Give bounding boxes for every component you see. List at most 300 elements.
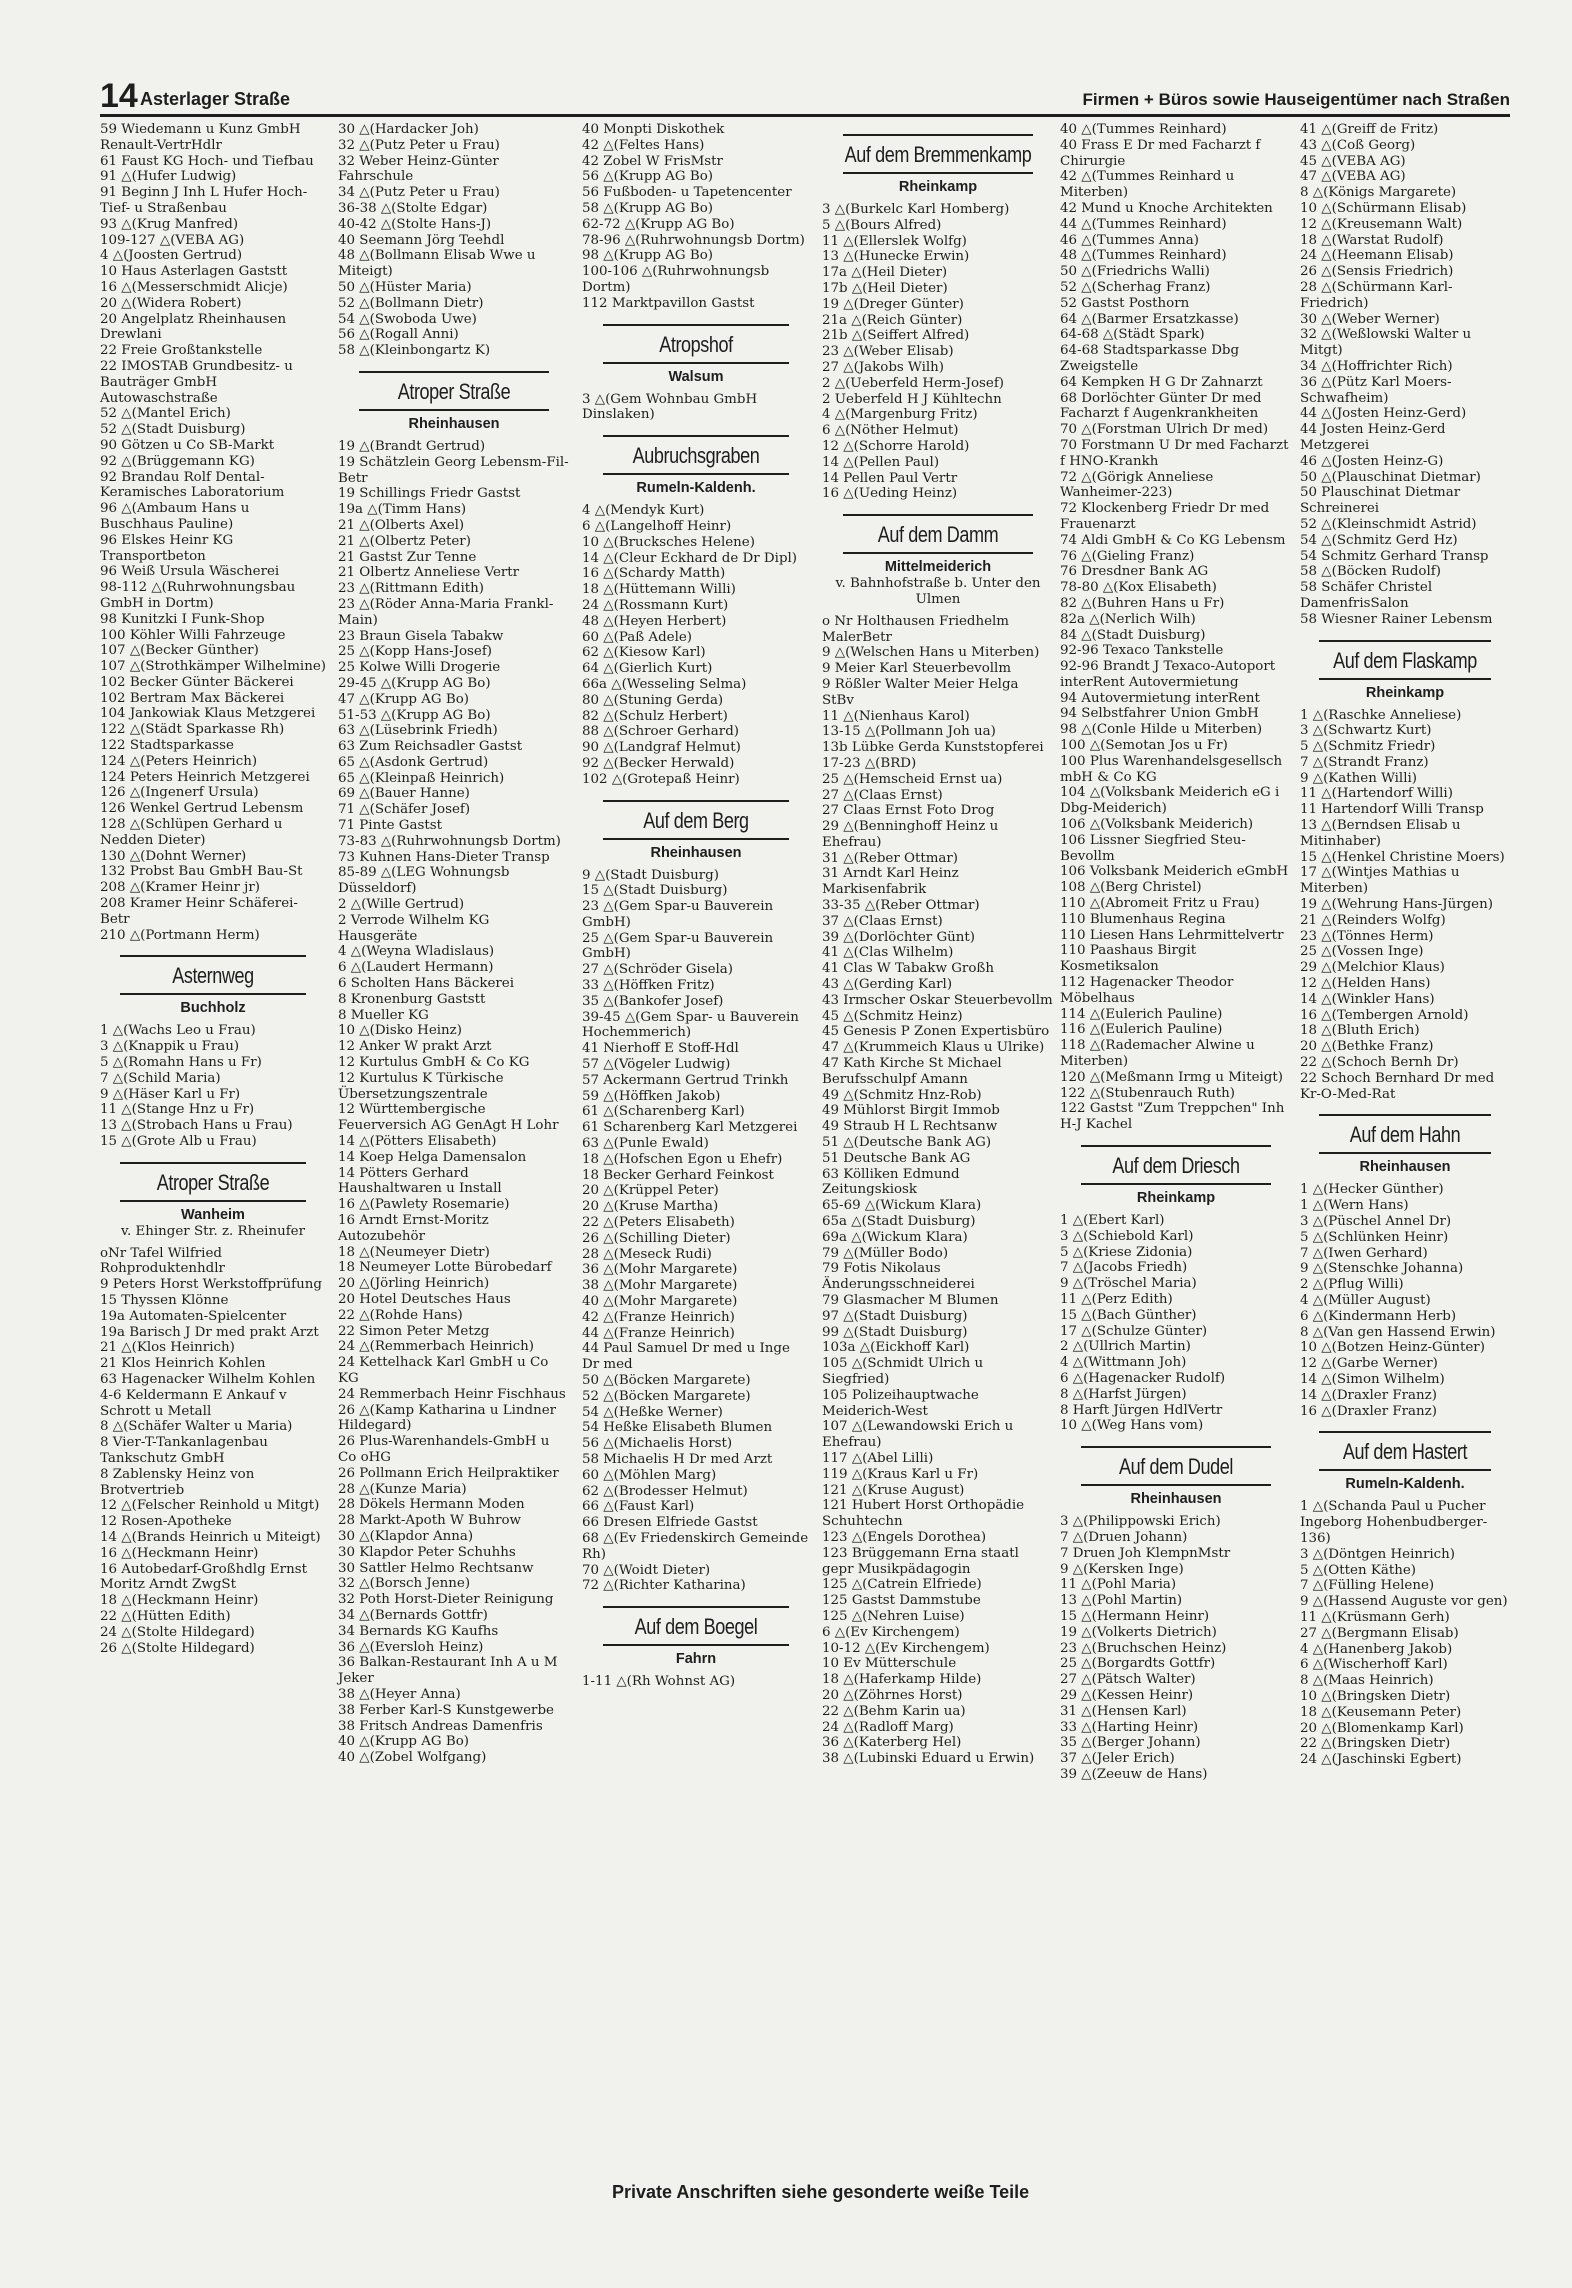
directory-entry: 18 △(Haferkamp Hilde) (822, 1672, 982, 1688)
directory-entry: 18 △(Bluth Erich) (1300, 1023, 1420, 1039)
directory-entry: 76 △(Gieling Franz) (1060, 548, 1195, 564)
directory-entry: 18 △(Neumeyer Dietr) (338, 1244, 490, 1260)
directory-entry: 65a △(Stadt Duisburg) (822, 1214, 976, 1230)
directory-entry: 9 △(Kersken Inge) (1060, 1561, 1184, 1577)
directory-entry: 27 △(Bergmann Elisab) (1300, 1625, 1459, 1641)
directory-entry: 58 Michaelis H Dr med Arzt (582, 1451, 773, 1467)
directory-entry: 36 △(Eversloh Heinz) (338, 1639, 484, 1655)
directory-entry: 28 Dökels Hermann Moden (338, 1497, 525, 1513)
directory-entry: 126 △(Ingenerf Ursula) (100, 785, 259, 801)
directory-entry: 9 △(Welschen Hans u Miterben) (822, 645, 1040, 661)
directory-entry: 105 Polizeihauptwache Meiderich-West (822, 1387, 984, 1419)
directory-entry: 20 △(Jörling Heinrich) (338, 1276, 490, 1292)
directory-entry: 16 △(Ueding Heinz) (822, 486, 958, 502)
street-name: Auf dem Flaskamp (1333, 647, 1477, 673)
directory-entry: 63 Hagenacker Wilhelm Kohlen (100, 1371, 316, 1387)
section-rule (603, 1606, 790, 1608)
directory-entry: 32 △(Weßlowski Walter u Mitgt) (1300, 327, 1476, 359)
directory-entry: 98-112 △(Ruhrwohnungsbau GmbH in Dortm) (100, 580, 300, 611)
directory-column-1 (100, 122, 326, 2207)
section-rule (843, 134, 1033, 136)
directory-entry: 57 △(Vögeler Ludwig) (582, 1057, 731, 1073)
directory-entry: 23 △(Bruchschen Heinz) (1060, 1640, 1227, 1656)
directory-entry: 8 Vier-T-Tankanlagenbau Tankschutz GmbH (100, 1435, 273, 1466)
directory-entry: 23 △(Rittmann Edith) (338, 581, 484, 597)
directory-entry: 43 △(Gerding Karl) (822, 977, 953, 993)
section-rule (359, 409, 549, 411)
street-section-heading (582, 435, 810, 497)
directory-entry: 8 Zablensky Heinz von Brotvertrieb (100, 1466, 259, 1498)
section-rule (1319, 678, 1491, 680)
directory-entry: 119 △(Kraus Karl u Fr) (822, 1466, 979, 1482)
directory-entry: 9 △(Stadt Duisburg) (582, 867, 719, 883)
section-rule (120, 955, 305, 957)
directory-entry: 16 △(Messerschmidt Alicje) (100, 279, 288, 295)
directory-entry: 22 Freie Großtankstelle (100, 343, 263, 359)
directory-entry: 23 Braun Gisela Tabakw (338, 628, 504, 644)
directory-entry: 42 Zobel W FrisMstr (582, 153, 723, 169)
directory-entry: 40 Frass E Dr med Facharzt f Chirurgie (1060, 137, 1265, 169)
directory-entry: 118 △(Rademacher Alwine u Miterben) (1060, 1038, 1259, 1070)
directory-entry: 7 △(Fülling Helene) (1300, 1578, 1435, 1594)
directory-entry: 43 Irmscher Oskar Steuerbevollm (822, 992, 1053, 1008)
street-name: Auf dem Berg (643, 807, 749, 833)
directory-entry: 13 △(Hunecke Erwin) (822, 249, 970, 265)
directory-entry: 34 Bernards KG Kaufhs (338, 1623, 499, 1639)
directory-entry: 10 Haus Asterlagen Gaststt (100, 264, 288, 280)
directory-entry: 35 △(Berger Johann) (1060, 1735, 1201, 1751)
directory-entry: 4 △(Weyna Wladislaus) (338, 944, 495, 960)
section-rule (603, 838, 790, 840)
directory-entry: 80 △(Stuning Gerda) (582, 692, 724, 708)
directory-entry: 56 △(Krupp AG Bo) (582, 169, 713, 185)
directory-entry: 60 △(Paß Adele) (582, 629, 693, 645)
street-section-heading (822, 134, 1054, 196)
directory-entry: 64 △(Barmer Ersatzkasse) (1060, 311, 1239, 327)
section-rule (1081, 1484, 1271, 1486)
directory-entry: 50 △(Plauschinat Dietmar) (1300, 469, 1481, 485)
directory-entry: 71 Pinte Gastst (338, 818, 442, 834)
directory-entry: 6 △(Nöther Helmut) (822, 423, 959, 439)
directory-entry: 24 △(Rossmann Kurt) (582, 597, 729, 613)
directory-entry: 31 △(Hensen Karl) (1060, 1703, 1187, 1719)
directory-entry: 13 △(Berndsen Elisab u Mitinhaber) (1300, 818, 1465, 849)
directory-entry: 100 Köhler Willi Fahrzeuge (100, 627, 286, 643)
directory-entry: 54 △(Swoboda Uwe) (338, 311, 477, 327)
directory-entry: 29 △(Kessen Heinr) (1060, 1687, 1194, 1703)
directory-entry: 71 △(Schäfer Josef) (338, 802, 471, 818)
directory-entry: 40 Seemann Jörg Teehdl (338, 232, 505, 248)
directory-entry: 3 △(Schiebold Karl) (1060, 1228, 1194, 1244)
directory-entry: 64-68 Stadtsparkasse Dbg Zweigstelle (1060, 343, 1244, 374)
directory-entry: 42 △(Feltes Hans) (582, 137, 705, 153)
directory-entry: 108 △(Berg Christel) (1060, 880, 1202, 896)
directory-entry: 117 △(Abel Lilli) (822, 1450, 934, 1466)
street-section-heading (1060, 1145, 1292, 1207)
directory-entry: 18 △(Warstat Rudolf) (1300, 232, 1444, 248)
street-name: Auf dem Hahn (1349, 1122, 1461, 1148)
directory-entry: 25 △(Gem Spar-u Bauverein GmbH) (582, 930, 778, 962)
directory-entry: 3 △(Döntgen Heinrich) (1300, 1546, 1456, 1562)
directory-entry: 11 △(Krüsmann Gerh) (1300, 1609, 1450, 1625)
directory-entry: 85-89 △(LEG Wohnungsb Düsseldorf) (338, 865, 514, 897)
directory-entry: 10 △(Botzen Heinz-Günter) (1300, 1340, 1485, 1356)
district-name: Wanheim (181, 1206, 245, 1223)
directory-entry: 120 △(Meßmann Irmg u Miteigt) (1060, 1069, 1283, 1085)
directory-entry: 122 △(Stubenrauch Ruth) (1060, 1085, 1235, 1101)
directory-entry: 18 △(Hofschen Egon u Ehefr) (582, 1151, 783, 1167)
street-name: Atroper Straße (397, 378, 511, 404)
directory-entry: 48 △(Heyen Herbert) (582, 613, 727, 629)
directory-entry: 2 △(Ullrich Martin) (1060, 1339, 1191, 1355)
directory-entry: 110 Blumenhaus Regina (1060, 911, 1226, 927)
directory-entry: 19a Barisch J Dr med prakt Arzt (100, 1324, 319, 1340)
section-rule (603, 362, 790, 364)
directory-entry: 12 Kurtulus K Türkische Übersetzungszentrale (338, 1070, 508, 1102)
directory-entry: 47 △(VEBA AG) (1300, 169, 1406, 185)
district-name: Fahrn (675, 1651, 717, 1668)
directory-entry: 6 △(Langelhoff Heinr) (582, 518, 732, 534)
directory-entry: 13 △(Pohl Martin) (1060, 1593, 1183, 1609)
directory-entry: 70 △(Woidt Dieter) (582, 1562, 711, 1578)
directory-entry: 17 △(Wintjes Mathias u Miterben) (1300, 865, 1464, 897)
directory-entry: 19 △(Wehrung Hans-Jürgen) (1300, 897, 1493, 913)
directory-entry: 10 Ev Mütterschule (822, 1656, 957, 1672)
directory-entry: 123 Brüggemann Erna staatl gepr Musikpädagogin (822, 1545, 1024, 1577)
directory-entry: 104 Jankowiak Klaus Metzgerei (100, 706, 316, 722)
directory-column-5 (1060, 122, 1292, 2207)
directory-entry: 41 △(Greiff de Fritz) (1300, 122, 1439, 137)
directory-entry: 5 △(Schlünken Heinr) (1300, 1229, 1449, 1245)
directory-entry: 17 △(Schulze Günter) (1060, 1323, 1208, 1339)
directory-entry: 58 △(Kleinbongartz K) (338, 343, 491, 359)
directory-entry: 62-72 △(Krupp AG Bo) (582, 216, 735, 232)
directory-entry: 1 △(Wern Hans) (1300, 1198, 1409, 1214)
directory-entry: 8 △(Königs Margarete) (1300, 185, 1457, 201)
directory-entry: 44 △(Josten Heinz-Gerd) (1300, 406, 1467, 422)
directory-entry: 17-23 △(BRD) (822, 755, 917, 771)
directory-entry: 70 △(Forstman Ulrich Dr med) (1060, 422, 1269, 438)
directory-entry: 66a △(Wesseling Selma) (582, 676, 747, 692)
directory-entry: 32 Weber Heinz-Günter Fahrschule (338, 153, 504, 185)
directory-entry: 1 △(Schanda Paul u Pucher Ingeborg Hohenbudberger-136) (1300, 1499, 1490, 1546)
directory-entry: 7 △(Schild Maria) (100, 1070, 221, 1086)
directory-entry: 38 △(Mohr Margarete) (582, 1278, 738, 1294)
directory-entry: 48 △(Bollmann Elisab Wwe u Miteigt) (338, 248, 540, 280)
street-section-heading (582, 324, 810, 386)
directory-entry: 66 △(Faust Karl) (582, 1499, 695, 1515)
directory-entry: 106 △(Volksbank Meiderich) (1060, 817, 1254, 833)
directory-entry: 4 △(Wittmann Joh) (1060, 1355, 1187, 1371)
directory-entry: 19a Automaten-Spielcenter (100, 1308, 287, 1324)
directory-entry: 26 Pollmann Erich Heilpraktiker (338, 1465, 559, 1481)
district-name: Rumeln-Kaldenh. (636, 480, 756, 497)
directory-entry: 122 △(Städt Sparkasse Rh) (100, 722, 285, 738)
directory-entry: 18 △(Heckmann Heinr) (100, 1593, 259, 1609)
directory-entry: 13 △(Strobach Hans u Frau) (100, 1118, 293, 1134)
directory-entry: 16 △(Schardy Matth) (582, 566, 726, 582)
directory-entry: 30 △(Hardacker Joh) (338, 122, 479, 137)
directory-entry: 23 △(Weber Elisab) (822, 344, 954, 360)
directory-entry: 50 △(Hüster Maria) (338, 279, 472, 295)
directory-entry: o Nr Holthausen Friedhelm MalerBetr (822, 613, 1014, 645)
directory-entry: 50 △(Friedrichs Walli) (1060, 264, 1210, 280)
directory-entry: 21 Olbertz Anneliese Vertr (338, 565, 520, 581)
section-rule (843, 172, 1033, 174)
directory-entry: 12 △(Garbe Werner) (1300, 1356, 1438, 1372)
directory-entry: 6 △(Ev Kirchengem) (822, 1624, 960, 1640)
directory-entry: 47 △(Krummeich Klaus u Ulrike) (822, 1040, 1045, 1056)
directory-entry: 27 △(Jakobs Wilh) (822, 359, 944, 375)
directory-entry: 6 △(Laudert Hermann) (338, 960, 494, 976)
directory-entry: 32 △(Putz Peter u Frau) (338, 137, 500, 153)
section-rule (120, 1162, 305, 1164)
directory-entry: 27 △(Claas Ernst) (822, 787, 943, 803)
directory-entry: 38 Ferber Karl-S Kunstgewerbe (338, 1702, 554, 1718)
directory-entry: 122 Gastst "Zum Treppchen" Inh H-J Kachel (1060, 1101, 1289, 1133)
directory-entry: 124 Peters Heinrich Metzgerei (100, 769, 310, 785)
directory-entry: 9 Rößler Walter Meier Helga StBv (822, 676, 1023, 708)
directory-entry: 102 Becker Günter Bäckerei (100, 674, 294, 690)
directory-entry: 106 Volksbank Meiderich eGmbH (1060, 864, 1289, 880)
directory-column-6 (1300, 122, 1510, 2207)
directory-entry: 6 △(Kindermann Herb) (1300, 1308, 1457, 1324)
directory-entry: 68 Dorlöchter Günter Dr med Facharzt f Augenkrankheiten (1060, 390, 1266, 422)
directory-entry: 44 Josten Heinz-Gerd Metzgerei (1300, 422, 1450, 453)
directory-entry: 39-45 △(Gem Spar- u Bauverein Hochemmerich) (582, 1009, 804, 1041)
directory-entry: 40-42 △(Stolte Hans-J) (338, 216, 492, 232)
section-rule (1081, 1446, 1271, 1448)
directory-entry: 42 Mund u Knoche Architekten (1060, 200, 1273, 216)
directory-entry: 112 Marktpavillon Gastst (582, 295, 755, 311)
directory-entry: 96 △(Ambaum Hans u Buschhaus Pauline) (100, 501, 254, 532)
street-name: Auf dem Dudel (1118, 1454, 1234, 1480)
directory-entry: 15 △(Grote Alb u Frau) (100, 1134, 257, 1150)
section-rule (1319, 1152, 1491, 1154)
directory-entry: 28 △(Meseck Rudi) (582, 1246, 712, 1262)
directory-entry: 22 △(Schoch Bernh Dr) (1300, 1055, 1459, 1071)
directory-entry: 63 Kölliken Edmund Zeitungskiosk (822, 1166, 964, 1198)
directory-entry: 36-38 △(Stolte Edgar) (338, 200, 488, 216)
directory-entry: 24 △(Heemann Elisab) (1300, 248, 1454, 264)
directory-entry: 11 △(Stange Hnz u Fr) (100, 1102, 255, 1118)
directory-entry: 114 △(Eulerich Pauline) (1060, 1006, 1223, 1022)
section-rule (603, 435, 790, 437)
directory-column-2 (338, 122, 570, 2207)
directory-entry: 4 △(Joosten Gertrud) (100, 248, 243, 264)
directory-entry: 8 △(Harfst Jürgen) (1060, 1386, 1187, 1402)
street-section-heading (1300, 1431, 1510, 1493)
directory-entry: 8 Mueller KG (338, 1007, 429, 1023)
directory-entry: 59 △(Höffken Jakob) (582, 1088, 721, 1104)
directory-entry: 74 Aldi GmbH & Co KG Lebensm (1060, 532, 1286, 548)
street-name: Atropshof (659, 331, 733, 357)
directory-entry: 33 △(Höffken Fritz) (582, 978, 715, 994)
directory-entry: 110 △(Abromeit Fritz u Frau) (1060, 896, 1260, 912)
section-rule (603, 473, 790, 475)
street-section-heading (582, 1606, 810, 1668)
page-street-heading: Asterlager Straße (140, 89, 291, 109)
section-rule (1319, 1431, 1491, 1433)
directory-entry: 49 Mühlorst Birgit Immob (822, 1103, 1000, 1119)
directory-entry: 29 △(Benninghoff Heinz u Ehefrau) (822, 819, 1003, 850)
directory-entry: 15 △(Stadt Duisburg) (582, 883, 728, 899)
directory-entry: 58 Schäfer Christel DamenfrisSalon (1300, 580, 1437, 611)
directory-entry: 92-96 Texaco Tankstelle (1060, 643, 1224, 659)
directory-entry: 63 Zum Reichsadler Gastst (338, 739, 523, 755)
directory-entry: 1-11 △(Rh Wohnst AG) (582, 1674, 736, 1690)
directory-entry: 107 △(Lewandowski Erich u Ehefrau) (822, 1419, 1018, 1451)
directory-entry: 92 Brandau Rolf Dental-Keramisches Laboratorium (100, 469, 285, 501)
directory-entry: 65 △(Asdonk Gertrud) (338, 754, 489, 770)
directory-entry: 3 △(Gem Wohnbau GmbH Dinslaken) (582, 391, 762, 423)
directory-entry: 82a △(Nerlich Wilh) (1060, 611, 1196, 627)
directory-entry: 27 △(Schröder Gisela) (582, 962, 733, 978)
directory-entry: 3 △(Püschel Annel Dr) (1300, 1214, 1452, 1230)
directory-entry: 26 Plus-Warenhandels-GmbH u Co oHG (338, 1434, 554, 1465)
directory-entry: oNr Tafel Wilfried Rohproduktenhdlr (100, 1245, 227, 1277)
directory-entry: 51 △(Deutsche Bank AG) (822, 1135, 992, 1151)
street-name: Auf dem Boegel (634, 1614, 758, 1640)
section-rule (843, 552, 1033, 554)
directory-entry: 24 Remmerbach Heinr Fischhaus (338, 1386, 566, 1402)
directory-entry: 21 △(Olberts Axel) (338, 517, 465, 533)
directory-entry: 14 △(Winkler Hans) (1300, 991, 1435, 1007)
directory-entry: 30 △(Klapdor Anna) (338, 1528, 474, 1544)
directory-entry: 208 △(Kramer Heinr jr) (100, 880, 260, 896)
directory-entry: 122 Stadtsparkasse (100, 738, 234, 754)
directory-entry: 3 △(Knappik u Frau) (100, 1039, 240, 1055)
directory-entry: 73 Kuhnen Hans-Dieter Transp (338, 849, 550, 865)
directory-entry: 12 Rosen-Apotheke (100, 1514, 232, 1530)
directory-entry: 45 △(Schmitz Heinz) (822, 1008, 963, 1024)
directory-entry: 1 △(Ebert Karl) (1060, 1213, 1165, 1228)
street-range-note: v. Bahnhofstraße b. Unter den Ulmen (835, 576, 1041, 607)
directory-entry: 11 △(Pohl Maria) (1060, 1577, 1177, 1593)
directory-entry: 26 △(Schilling Dieter) (582, 1230, 731, 1246)
directory-entry: 54 △(Heßke Werner) (582, 1404, 723, 1420)
street-section-heading (100, 1162, 326, 1240)
directory-entry: 63 △(Lüsebrink Friedh) (338, 723, 498, 739)
directory-entry: 64-68 △(Städt Spark) (1060, 327, 1205, 343)
directory-entry: 5 △(Otten Käthe) (1300, 1562, 1416, 1578)
directory-entry: 25 △(Borgardts Gottfr) (1060, 1656, 1216, 1672)
district-name: Rheinhausen (408, 415, 500, 432)
directory-entry: 90 Götzen u Co SB-Markt (100, 437, 275, 453)
directory-entry: 58 Wiesner Rainer Lebensm (1300, 611, 1493, 627)
section-rule (1319, 640, 1491, 642)
directory-entry: 14 △(Cleur Eckhard de Dr Dipl) (582, 550, 798, 566)
page-footer-note: Private Anschriften siehe gesonderte weiße Teile (612, 2182, 1030, 2202)
directory-entry: 208 Kramer Heinr Schäferei-Betr (100, 896, 298, 927)
directory-entry: 100 △(Semotan Jos u Fr) (1060, 738, 1228, 754)
directory-entry: 1 △(Raschke Anneliese) (1300, 707, 1462, 723)
directory-entry: 9 △(Häser Karl u Fr) (100, 1086, 241, 1102)
directory-entry: 61 △(Scharenberg Karl) (582, 1104, 745, 1120)
directory-entry: 14 △(Brands Heinrich u Miteigt) (100, 1529, 321, 1545)
directory-entry: 94 Autovermietung interRent (1060, 690, 1260, 706)
directory-entry: 1 △(Hecker Günther) (1300, 1182, 1444, 1198)
directory-entry: 20 △(Blomenkamp Karl) (1300, 1720, 1464, 1736)
directory-entry: 40 △(Mohr Margarete) (582, 1294, 738, 1310)
directory-entry: 14 △(Pötters Elisabeth) (338, 1134, 497, 1150)
directory-entry: 69 △(Bauer Hanne) (338, 786, 470, 802)
directory-entry: 4 △(Margenburg Fritz) (822, 407, 978, 423)
street-section-heading (100, 955, 326, 1017)
section-heading: Firmen + Büros sowie Hauseigentümer nach Straßen (1082, 90, 1510, 109)
directory-entry: 29 △(Melchior Klaus) (1300, 960, 1445, 976)
directory-entry: 32 △(Borsch Jenne) (338, 1576, 471, 1592)
district-name: Rheinhausen (1359, 1159, 1451, 1176)
directory-entry: 63 △(Punle Ewald) (582, 1136, 709, 1152)
directory-entry: 40 Monpti Diskothek (582, 122, 725, 137)
street-name: Auf dem Driesch (1112, 1153, 1240, 1178)
directory-entry: 20 △(Krüppel Peter) (582, 1183, 719, 1199)
directory-entry: 52 △(Böcken Margarete) (582, 1388, 751, 1404)
directory-entry: 54 Heßke Elisabeth Blumen (582, 1420, 773, 1436)
directory-entry: 8 △(Schäfer Walter u Maria) (100, 1419, 293, 1435)
street-range-note: v. Ehinger Str. z. Rheinufer (121, 1223, 305, 1239)
directory-entry: 79 Fotis Nikolaus Änderungsschneiderei (822, 1261, 975, 1293)
directory-entry: 124 △(Peters Heinrich) (100, 753, 258, 769)
street-section-heading (1300, 1114, 1510, 1176)
directory-entry: 93 △(Krug Manfred) (100, 216, 239, 232)
directory-entry: 54 Schmitz Gerhard Transp (1300, 548, 1489, 564)
directory-entry: 128 △(Schlüpen Gerhard u Nedden Dieter) (100, 817, 287, 848)
directory-entry: 104 △(Volksbank Meiderich eG i Dbg-Meiderich) (1060, 785, 1284, 817)
directory-entry: 91 △(Hufer Ludwig) (100, 169, 237, 185)
directory-entry: 64 Kempken H G Dr Zahnarzt (1060, 374, 1263, 390)
directory-entry: 12 △(Helden Hans) (1300, 976, 1431, 992)
section-rule (603, 324, 790, 326)
directory-entry: 107 △(Becker Günther) (100, 643, 259, 659)
directory-entry: 20 △(Bethke Franz) (1300, 1039, 1434, 1055)
directory-entry: 18 △(Hüttemann Willi) (582, 582, 736, 598)
directory-entry: 30 Klapdor Peter Schuhhs (338, 1544, 516, 1560)
directory-entry: 18 △(Keusemann Peter) (1300, 1704, 1462, 1720)
section-rule (843, 514, 1033, 516)
directory-entry: 121 Hubert Horst Orthopädie Schuhtechn (822, 1498, 1029, 1530)
directory-entry: 25 △(Kopp Hans-Josef) (338, 644, 493, 660)
directory-entry: 70 Forstmann U Dr med Facharzt f HNO-Krankh (1060, 437, 1293, 469)
directory-entry: 16 △(Tembergen Arnold) (1300, 1007, 1469, 1023)
directory-entry: 21 △(Olbertz Peter) (338, 533, 471, 549)
directory-entry: 22 △(Hütten Edith) (100, 1608, 231, 1624)
directory-entry: 2 Verrode Wilhelm KG Hausgeräte (338, 912, 494, 944)
directory-entry: 10 △(Brucksches Helene) (582, 534, 755, 550)
directory-entry: 116 △(Eulerich Pauline) (1060, 1022, 1223, 1038)
directory-entry: 4 △(Müller August) (1300, 1293, 1431, 1308)
directory-entry: 125 △(Nehren Luise) (822, 1608, 965, 1624)
directory-entry: 52 △(Kleinschmidt Astrid) (1300, 516, 1477, 532)
directory-entry: 44 △(Tummes Reinhard) (1060, 216, 1227, 232)
street-name: Auf dem Bremmenkamp (844, 142, 1032, 167)
directory-entry: 15 △(Hermann Heinr) (1060, 1608, 1210, 1624)
directory-entry: 42 △(Tummes Reinhard u Miterben) (1060, 169, 1239, 201)
directory-entry: 21 △(Reinders Wolfg) (1300, 912, 1446, 928)
directory-entry: 78-80 △(Kox Elisabeth) (1060, 580, 1217, 596)
directory-entry: 84 △(Stadt Duisburg) (1060, 627, 1206, 643)
directory-entry: 27 Claas Ernst Foto Drog (822, 803, 995, 819)
directory-entry: 125 Gastst Dammstube (822, 1593, 981, 1609)
directory-entry: 24 △(Jaschinski Egbert) (1300, 1752, 1462, 1768)
directory-entry: 90 △(Landgraf Helmut) (582, 740, 741, 756)
directory-entry: 15 Thyssen Klönne (100, 1293, 229, 1308)
directory-entry: 28 △(Kunze Maria) (338, 1481, 467, 1497)
directory-entry: 36 △(Mohr Margarete) (582, 1262, 738, 1278)
directory-entry: 9 △(Stenschke Johanna) (1300, 1261, 1464, 1277)
directory-entry: 2 △(Pflug Willi) (1300, 1277, 1404, 1293)
